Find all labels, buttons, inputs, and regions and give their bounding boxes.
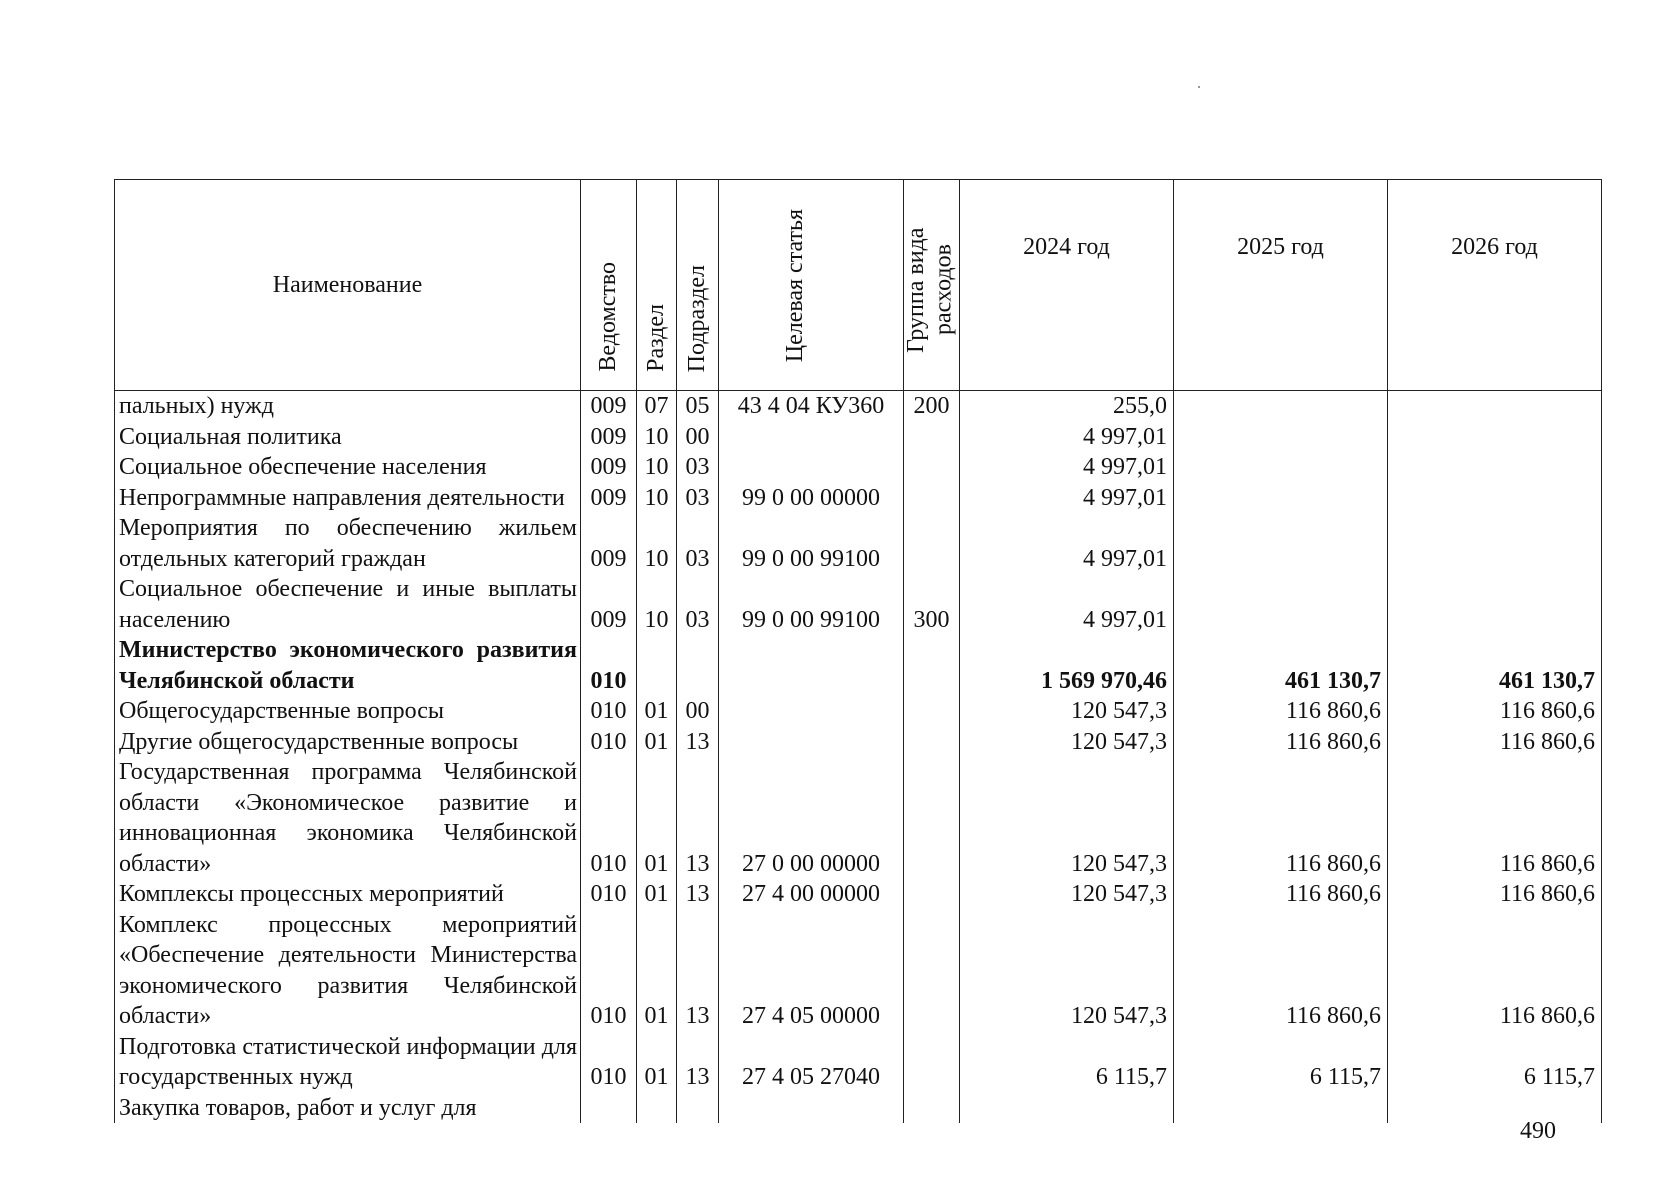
row-celevaya-statya — [719, 422, 904, 453]
row-podrazdel: 03 — [677, 574, 719, 635]
row-vedomstvo: 009 — [581, 513, 637, 574]
row-name: Социальное обеспечение населения — [115, 452, 581, 483]
table-row — [115, 910, 1602, 1032]
row-gruppa — [904, 879, 960, 910]
row-value-2024: 4 997,01 — [960, 422, 1174, 453]
table-row — [115, 635, 1602, 696]
row-value-2025: 116 860,6 — [1174, 910, 1388, 1032]
row-value-2024: 120 547,3 — [960, 910, 1174, 1032]
row-razdel: 01 — [637, 879, 677, 910]
header-2025: 2025 год — [1174, 180, 1388, 391]
row-razdel: 01 — [637, 1032, 677, 1093]
page-number: 490 — [1520, 1118, 1556, 1144]
row-razdel: 01 — [637, 757, 677, 879]
row-value-2026: 116 860,6 — [1388, 879, 1602, 910]
row-podrazdel — [677, 635, 719, 696]
row-vedomstvo: 010 — [581, 696, 637, 727]
row-podrazdel: 03 — [677, 513, 719, 574]
row-vedomstvo: 009 — [581, 452, 637, 483]
row-value-2024 — [960, 1093, 1174, 1124]
row-podrazdel — [677, 1093, 719, 1124]
table-row — [115, 483, 1602, 514]
row-name: Комплекс процессных мероприятий «Обеспечение деятельности Министерства экономического развития Челябинской области» — [115, 910, 581, 1032]
row-vedomstvo: 010 — [581, 727, 637, 758]
row-celevaya-statya — [719, 696, 904, 727]
row-gruppa — [904, 696, 960, 727]
row-gruppa — [904, 513, 960, 574]
row-gruppa — [904, 1032, 960, 1093]
row-razdel: 01 — [637, 727, 677, 758]
row-gruppa — [904, 727, 960, 758]
row-vedomstvo: 009 — [581, 391, 637, 422]
header-name: Наименование — [115, 180, 581, 391]
row-value-2026: 116 860,6 — [1388, 757, 1602, 879]
row-value-2024: 255,0 — [960, 391, 1174, 422]
row-value-2024: 6 115,7 — [960, 1032, 1174, 1093]
row-name: Государственная программа Челябинской области «Экономическое развитие и инновационная экономика Челябинской области» — [115, 757, 581, 879]
row-value-2025: 116 860,6 — [1174, 879, 1388, 910]
row-value-2026: 116 860,6 — [1388, 696, 1602, 727]
row-razdel: 01 — [637, 910, 677, 1032]
table-row — [115, 1032, 1602, 1093]
row-vedomstvo: 009 — [581, 574, 637, 635]
row-gruppa — [904, 757, 960, 879]
row-vedomstvo: 009 — [581, 422, 637, 453]
row-celevaya-statya: 27 4 05 00000 — [719, 910, 904, 1032]
row-vedomstvo: 010 — [581, 910, 637, 1032]
row-name: Мероприятия по обеспечению жильем отдельных категорий граждан — [115, 513, 581, 574]
row-razdel: 10 — [637, 574, 677, 635]
row-value-2026: 6 115,7 — [1388, 1032, 1602, 1093]
table-body — [115, 391, 1602, 1124]
row-celevaya-statya: 43 4 04 КУ360 — [719, 391, 904, 422]
row-name: Закупка товаров, работ и услуг для — [115, 1093, 581, 1124]
row-name: Подготовка статистической информации для государственных нужд — [115, 1032, 581, 1093]
row-podrazdel: 13 — [677, 757, 719, 879]
row-value-2025 — [1174, 391, 1388, 422]
row-podrazdel: 05 — [677, 391, 719, 422]
table-row — [115, 1093, 1602, 1124]
row-value-2026 — [1388, 574, 1602, 635]
row-value-2026 — [1388, 1093, 1602, 1124]
row-gruppa — [904, 910, 960, 1032]
row-gruppa: 300 — [904, 574, 960, 635]
row-razdel — [637, 1093, 677, 1124]
row-value-2025 — [1174, 513, 1388, 574]
row-podrazdel: 03 — [677, 452, 719, 483]
header-vedomstvo: Ведомство — [581, 180, 637, 391]
table-row — [115, 879, 1602, 910]
row-value-2026 — [1388, 483, 1602, 514]
row-value-2024: 1 569 970,46 — [960, 635, 1174, 696]
row-name: Общегосударственные вопросы — [115, 696, 581, 727]
row-podrazdel: 00 — [677, 696, 719, 727]
row-vedomstvo: 010 — [581, 635, 637, 696]
row-celevaya-statya: 99 0 00 00000 — [719, 483, 904, 514]
row-value-2025: 461 130,7 — [1174, 635, 1388, 696]
row-podrazdel: 13 — [677, 727, 719, 758]
table-row — [115, 757, 1602, 879]
row-celevaya-statya — [719, 635, 904, 696]
budget-table — [114, 179, 1602, 1123]
row-celevaya-statya: 27 4 00 00000 — [719, 879, 904, 910]
header-razdel: Раздел — [637, 180, 677, 391]
row-gruppa — [904, 1093, 960, 1124]
row-value-2025: 116 860,6 — [1174, 727, 1388, 758]
row-value-2024: 4 997,01 — [960, 483, 1174, 514]
row-name: Министерство экономического развития Челябинской области — [115, 635, 581, 696]
row-value-2026 — [1388, 452, 1602, 483]
header-2024: 2024 год — [960, 180, 1174, 391]
header-2026: 2026 год — [1388, 180, 1602, 391]
row-value-2024: 120 547,3 — [960, 757, 1174, 879]
row-name: Другие общегосударственные вопросы — [115, 727, 581, 758]
row-gruppa — [904, 483, 960, 514]
row-vedomstvo: 010 — [581, 879, 637, 910]
row-razdel: 10 — [637, 422, 677, 453]
row-value-2024: 120 547,3 — [960, 696, 1174, 727]
row-value-2025 — [1174, 574, 1388, 635]
row-podrazdel: 00 — [677, 422, 719, 453]
row-value-2025 — [1174, 422, 1388, 453]
row-razdel: 10 — [637, 452, 677, 483]
row-value-2026: 116 860,6 — [1388, 910, 1602, 1032]
table-header-row — [115, 180, 1602, 391]
row-value-2024: 120 547,3 — [960, 727, 1174, 758]
table-row — [115, 696, 1602, 727]
row-value-2024: 120 547,3 — [960, 879, 1174, 910]
row-value-2026 — [1388, 422, 1602, 453]
row-vedomstvo: 009 — [581, 483, 637, 514]
row-podrazdel: 03 — [677, 483, 719, 514]
row-value-2024: 4 997,01 — [960, 574, 1174, 635]
row-razdel: 01 — [637, 696, 677, 727]
row-name: Социальное обеспечение и иные выплаты населению — [115, 574, 581, 635]
table-row — [115, 574, 1602, 635]
row-name: Комплексы процессных мероприятий — [115, 879, 581, 910]
table-row — [115, 452, 1602, 483]
row-value-2024: 4 997,01 — [960, 452, 1174, 483]
table-row — [115, 422, 1602, 453]
row-vedomstvo: 010 — [581, 757, 637, 879]
row-value-2025: 116 860,6 — [1174, 757, 1388, 879]
header-gruppa-vida-rashodov: Группа вида расходов — [904, 180, 960, 391]
row-gruppa: 200 — [904, 391, 960, 422]
row-razdel: 07 — [637, 391, 677, 422]
row-value-2025: 6 115,7 — [1174, 1032, 1388, 1093]
row-celevaya-statya — [719, 452, 904, 483]
table-row — [115, 513, 1602, 574]
row-name: Социальная политика — [115, 422, 581, 453]
row-celevaya-statya: 99 0 00 99100 — [719, 574, 904, 635]
header-podrazdel: Подраздел — [677, 180, 719, 391]
row-razdel: 10 — [637, 483, 677, 514]
row-gruppa — [904, 635, 960, 696]
header-celevaya-statya: Целевая статья — [719, 180, 904, 391]
row-podrazdel: 13 — [677, 1032, 719, 1093]
row-value-2025: 116 860,6 — [1174, 696, 1388, 727]
row-name: пальных) нужд — [115, 391, 581, 422]
row-value-2026: 116 860,6 — [1388, 727, 1602, 758]
row-value-2025 — [1174, 483, 1388, 514]
row-gruppa — [904, 452, 960, 483]
row-value-2026: 461 130,7 — [1388, 635, 1602, 696]
row-value-2025 — [1174, 1093, 1388, 1124]
row-name: Непрограммные направления деятельности — [115, 483, 581, 514]
row-value-2025 — [1174, 452, 1388, 483]
row-vedomstvo — [581, 1093, 637, 1124]
row-celevaya-statya: 27 0 00 00000 — [719, 757, 904, 879]
scan-speck — [1198, 86, 1200, 88]
row-celevaya-statya — [719, 727, 904, 758]
row-celevaya-statya: 27 4 05 27040 — [719, 1032, 904, 1093]
row-vedomstvo: 010 — [581, 1032, 637, 1093]
row-gruppa — [904, 422, 960, 453]
row-razdel — [637, 635, 677, 696]
row-celevaya-statya — [719, 1093, 904, 1124]
table-row — [115, 391, 1602, 422]
row-value-2026 — [1388, 513, 1602, 574]
row-celevaya-statya: 99 0 00 99100 — [719, 513, 904, 574]
row-razdel: 10 — [637, 513, 677, 574]
row-podrazdel: 13 — [677, 879, 719, 910]
table-row — [115, 727, 1602, 758]
row-value-2026 — [1388, 391, 1602, 422]
row-podrazdel: 13 — [677, 910, 719, 1032]
row-value-2024: 4 997,01 — [960, 513, 1174, 574]
